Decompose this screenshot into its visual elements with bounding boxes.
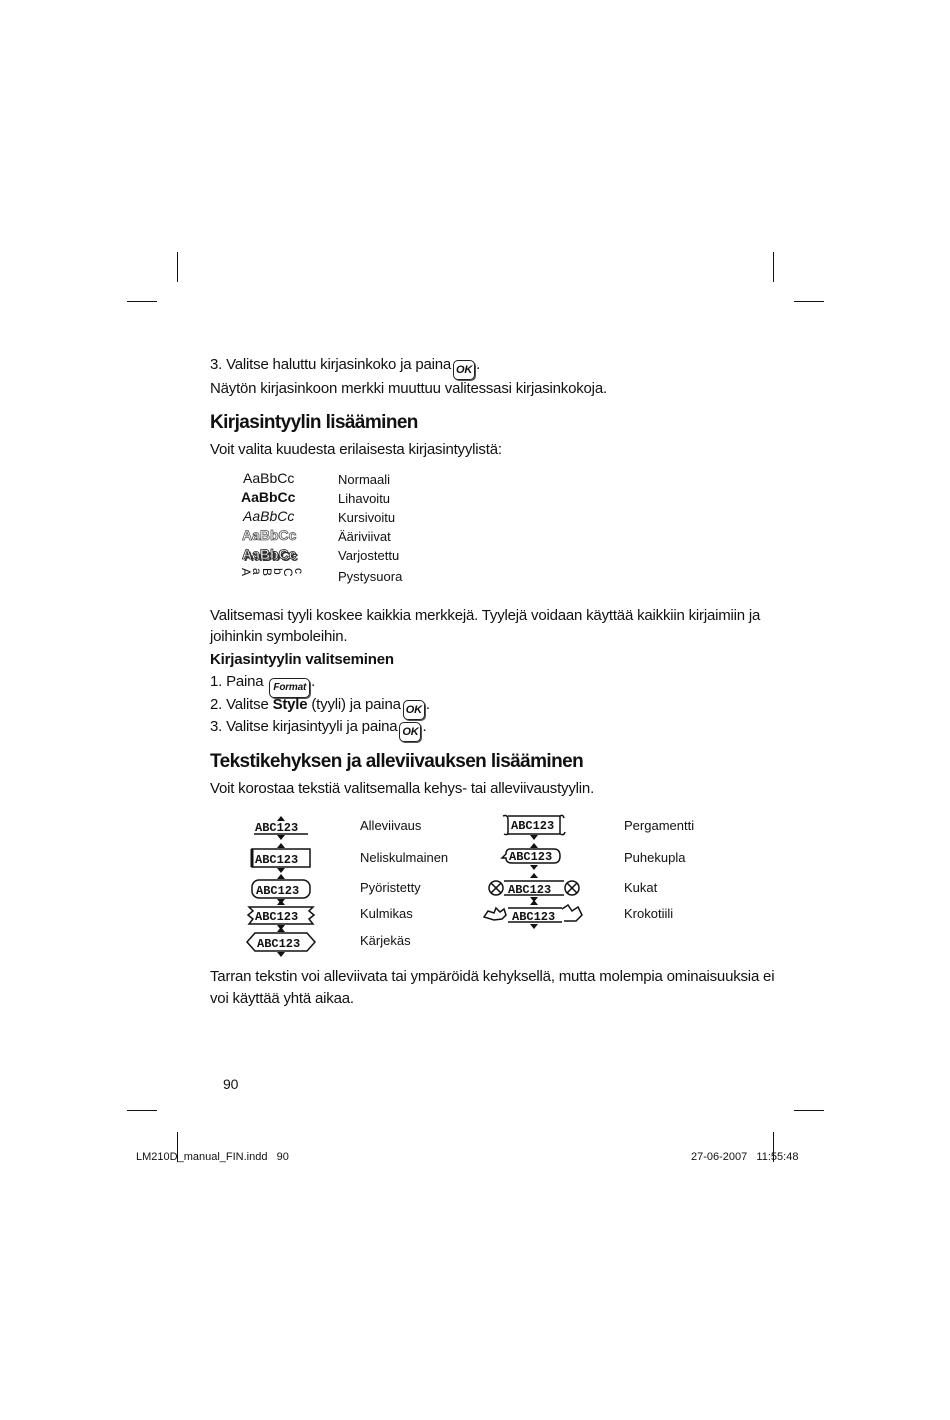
crop-mark: [127, 1110, 157, 1111]
ok-key-icon: OK: [399, 722, 421, 742]
frame-sample-pointed: [245, 926, 317, 958]
style-sample-outline: AaBbCc: [242, 527, 297, 543]
crocodile-frame-icon: [482, 899, 586, 931]
svg-text:a: a: [250, 568, 264, 575]
crop-mark: [177, 252, 178, 282]
svg-text:b: b: [271, 568, 285, 575]
ok-key-icon: OK: [403, 700, 425, 720]
square-frame-icon: [250, 842, 312, 874]
style-sample-normal: AaBbCc: [243, 470, 295, 486]
style-note-line2: joihinkin symboleihin.: [210, 628, 348, 645]
frame-note-line1: Tarran tekstin voi alleviivata tai ympäröidä kehyksellä, mutta molempia ominaisuuksia ei: [210, 968, 775, 985]
style-subheading: Kirjasintyylin valitseminen: [210, 651, 394, 668]
style-note-line1: Valitsemasi tyyli koskee kaikkia merkkejä. Tyylejä voidaan käyttää kaikkiin kirjaimiin ja: [210, 607, 761, 624]
crop-mark: [794, 1110, 824, 1111]
frame-sample-parchment: [500, 812, 568, 842]
crop-mark: [773, 252, 774, 282]
frame-text: ABC123: [512, 910, 556, 924]
frame-sample-crocodile: [482, 899, 586, 931]
step-text: 3. Valitse haluttu kirjasinkoko ja paina: [210, 356, 452, 373]
crop-mark: [794, 301, 824, 302]
step-tail: .: [311, 673, 316, 690]
frame-sample-square: [250, 842, 312, 874]
page-number: 90: [223, 1076, 239, 1092]
format-key-icon: Format: [269, 678, 310, 698]
size-note: Näytön kirjasinkoon merkki muuttuu valitessasi kirjasinkokoja.: [210, 380, 607, 397]
style-label-shadow: Varjostettu: [338, 548, 400, 563]
frame-label-underline: Alleviivaus: [360, 818, 422, 833]
style-sample-bold: AaBbCc: [241, 489, 296, 505]
frame-text: ABC123: [255, 910, 299, 924]
step-tail: .: [476, 356, 481, 373]
footer-file: LM210D_manual_FIN.indd 90: [136, 1151, 289, 1163]
crop-mark: [127, 301, 157, 302]
style-label-normal: Normaali: [338, 472, 391, 487]
pointed-frame-icon: [245, 926, 317, 958]
frame-label-angular: Kulmikas: [360, 906, 413, 921]
frame-label-rounded: Pyöristetty: [360, 880, 421, 895]
font-style-intro: Voit valita kuudesta erilaisesta kirjasintyylistä:: [210, 441, 502, 458]
ok-key-icon: OK: [453, 360, 475, 380]
style-label-vertical: Pystysuora: [338, 569, 403, 584]
frame-text: ABC123: [511, 819, 555, 833]
style-sample-italic: AaBbCc: [243, 508, 295, 524]
style-sample-shadow: AaBbCc: [242, 546, 297, 562]
style-keyword: Style: [272, 696, 308, 713]
svg-text:A: A: [239, 568, 253, 577]
frame-intro: Voit korostaa tekstiä valitsemalla kehys- tai alleviivaustyylin.: [210, 780, 595, 797]
svg-text:c: c: [292, 568, 306, 574]
frame-label-crocodile: Krokotiili: [624, 906, 674, 921]
frame-label-speech: Puhekupla: [624, 850, 686, 865]
frame-sample-speech: [500, 842, 564, 874]
style-label-italic: Kursivoitu: [338, 510, 396, 525]
step-text: 3. Valitse kirjasintyyli ja paina: [210, 718, 398, 735]
step-text: 2. Valitse: [210, 696, 269, 713]
font-style-heading: Kirjasintyylin lisääminen: [210, 412, 418, 433]
frame-text: ABC123: [255, 853, 299, 867]
frame-note-line2: voi käyttää yhtä aikaa.: [210, 990, 354, 1007]
frame-label-pointed: Kärjekäs: [360, 933, 411, 948]
step-tail: .: [422, 718, 427, 735]
step-select-size: [210, 354, 480, 380]
frame-text: ABC123: [509, 850, 553, 864]
frame-label-flowers: Kukat: [624, 880, 658, 895]
step-text-after: (tyyli) ja paina: [311, 696, 401, 713]
style-step3: [210, 716, 426, 742]
style-sample-vertical: [236, 563, 306, 585]
svg-text:C: C: [281, 568, 295, 577]
style-label-bold: Lihavoitu: [338, 491, 391, 506]
frame-label-square: Neliskulmainen: [360, 850, 449, 865]
underline-frame-icon: [252, 814, 310, 840]
speech-bubble-frame-icon: [500, 842, 564, 874]
frame-text: ABC123: [256, 884, 300, 898]
footer-timestamp: 27-06-2007 11:55:48: [691, 1151, 799, 1163]
step-tail: .: [425, 696, 430, 713]
vertical-sample-glyphs: [236, 563, 306, 585]
frame-label-parchment: Pergamentti: [624, 818, 695, 833]
frame-heading: Tekstikehyksen ja alleviivauksen lisääminen: [210, 751, 584, 772]
frame-text: ABC123: [257, 937, 301, 951]
frame-text: ABC123: [508, 883, 552, 897]
style-label-outline: Ääriviivat: [338, 529, 391, 544]
svg-text:B: B: [260, 568, 274, 577]
frame-sample-underline: [252, 814, 310, 840]
frame-text: ABC123: [255, 821, 299, 835]
parchment-frame-icon: [500, 812, 568, 842]
step-text: 1. Paina: [210, 673, 264, 690]
